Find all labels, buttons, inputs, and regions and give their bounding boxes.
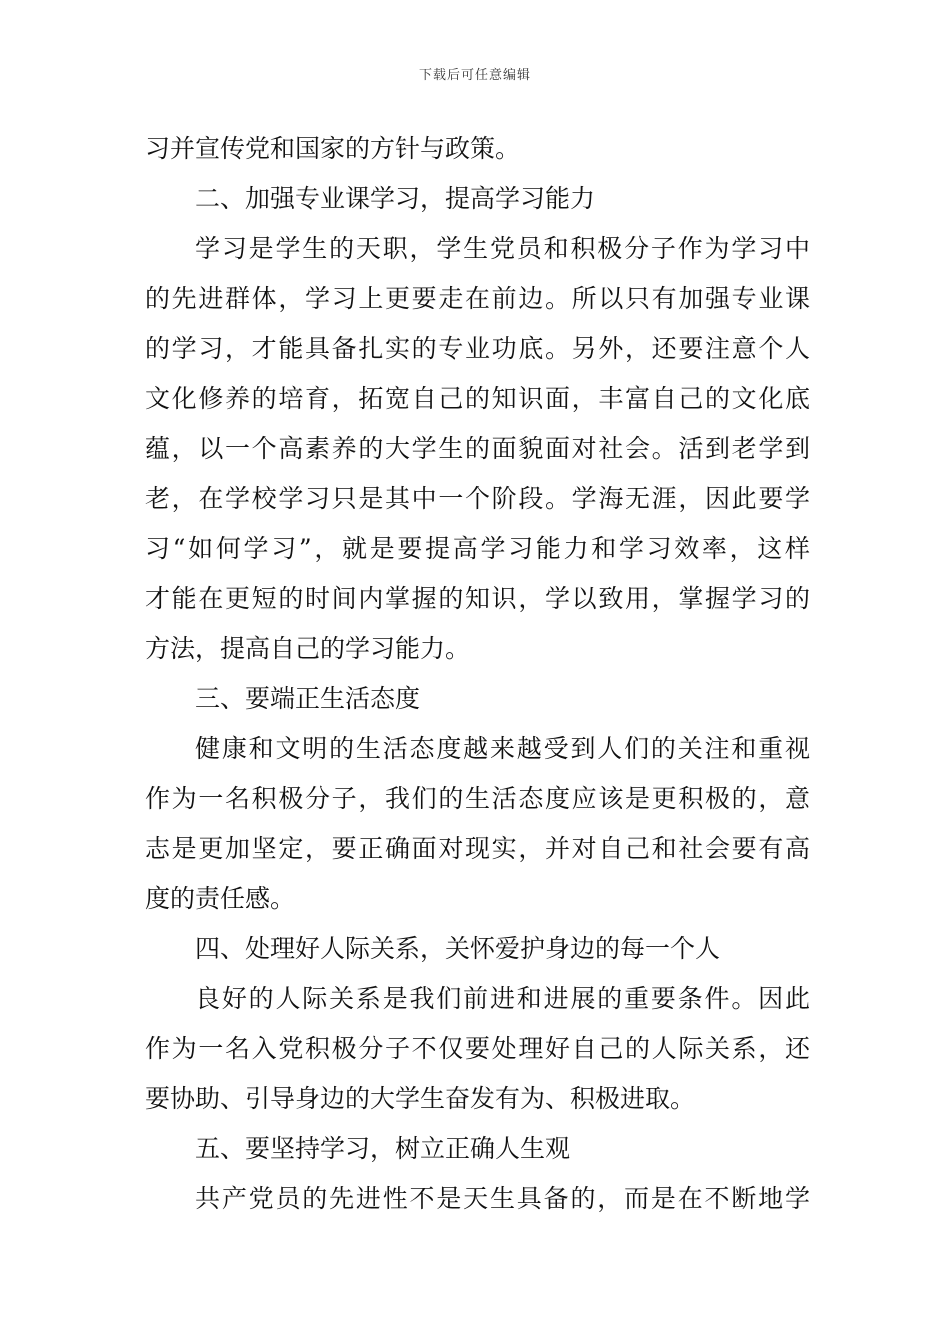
- section-heading: 二、加强专业课学习，提高学习能力: [195, 184, 596, 213]
- section-heading: 三、要端正生活态度: [195, 684, 421, 713]
- text-line: 习“如何学习”，就是要提高学习能力和学习效率，这样: [145, 534, 810, 563]
- text-line: 才能在更短的时间内掌握的知识，学以致用，掌握学习的: [145, 584, 810, 613]
- section-heading: 四、处理好人际关系，关怀爱护身边的每一个人: [195, 934, 721, 963]
- text-line: 方法，提高自己的学习能力。: [145, 634, 471, 663]
- text-line: 健康和文明的生活态度越来越受到人们的关注和重视: [195, 734, 810, 763]
- text-line: 作为一名入党积极分子不仅要处理好自己的人际关系，还: [145, 1034, 810, 1063]
- text-line: 志是更加坚定，要正确面对现实，并对自己和社会要有高: [145, 834, 810, 863]
- document-body: [145, 124, 810, 1224]
- section-heading: 五、要坚持学习，树立正确人生观: [195, 1134, 571, 1163]
- text-line: 要协助、引导身边的大学生奋发有为、积极进取。: [145, 1084, 696, 1113]
- text-line: 良好的人际关系是我们前进和进展的重要条件。因此: [195, 984, 810, 1013]
- text-line: 老，在学校学习只是其中一个阶段。学海无涯，因此要学: [145, 484, 810, 513]
- text-line: 的学习，才能具备扎实的专业功底。另外，还要注意个人: [145, 334, 810, 363]
- text-line: 的先进群体，学习上更要走在前边。所以只有加强专业课: [145, 284, 810, 313]
- text-line: 文化修养的培育，拓宽自己的知识面，丰富自己的文化底: [145, 384, 810, 413]
- text-line: 共产党员的先进性不是天生具备的，而是在不断地学: [195, 1184, 810, 1213]
- page-header-note: 下载后可任意编辑: [418, 68, 531, 83]
- text-line: 学习是学生的天职，学生党员和积极分子作为学习中: [195, 234, 810, 263]
- text-line: 蕴，以一个高素养的大学生的面貌面对社会。活到老学到: [145, 434, 810, 463]
- text-line: 作为一名积极分子，我们的生活态度应该是更积极的，意: [145, 784, 810, 813]
- text-line: 习并宣传党和国家的方针与政策。: [145, 134, 521, 163]
- text-line: 度的责任感。: [145, 884, 296, 913]
